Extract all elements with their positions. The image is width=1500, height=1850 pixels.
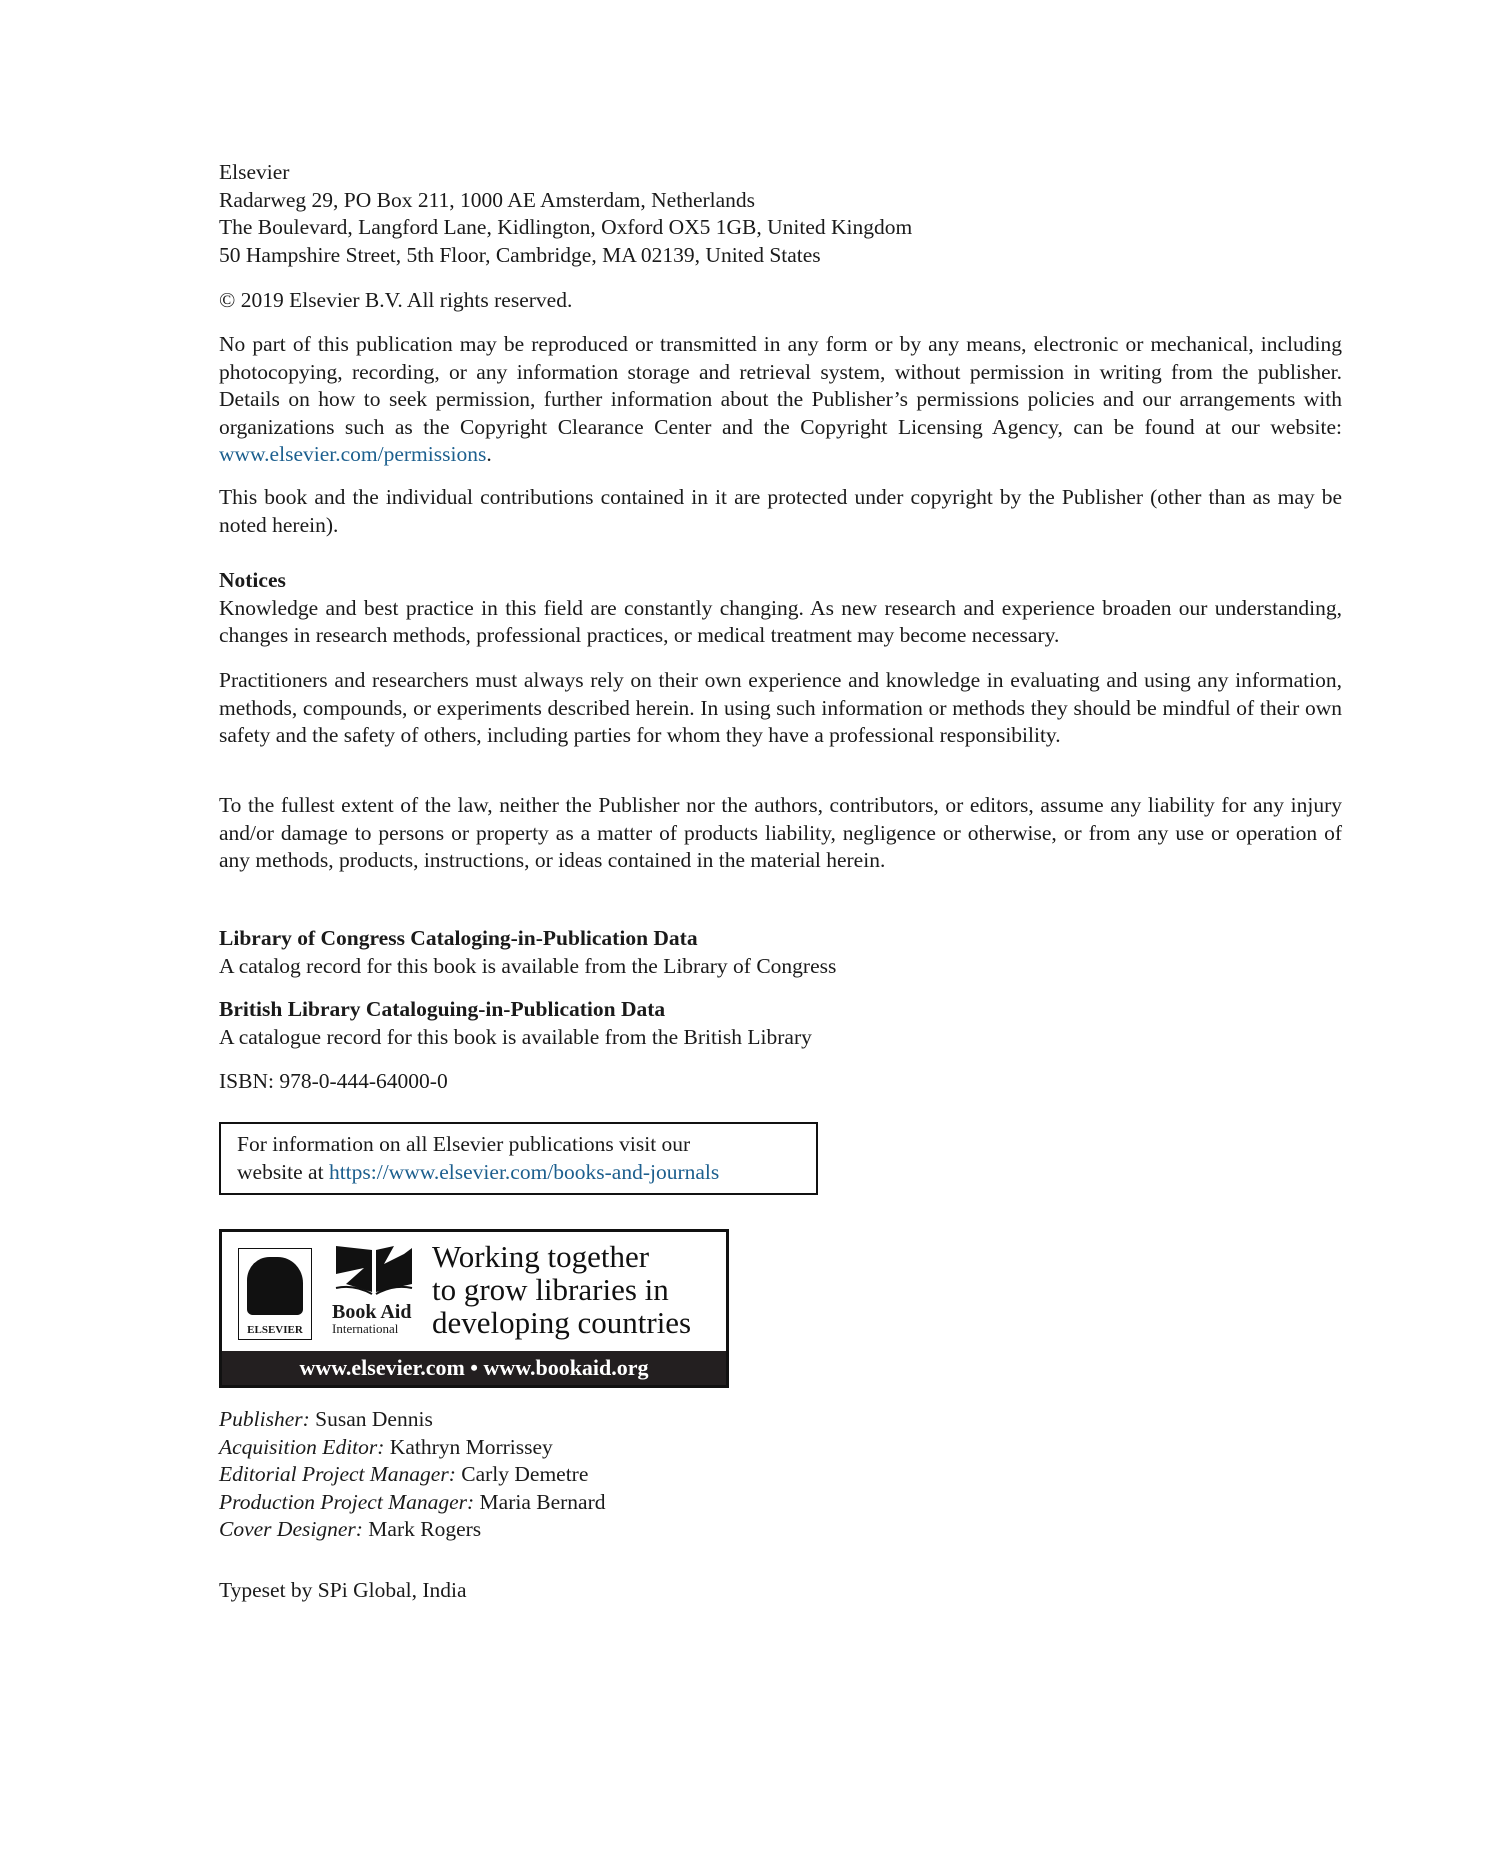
- info-prefix: website at: [237, 1159, 329, 1184]
- credit-role: Acquisition Editor:: [219, 1434, 385, 1459]
- banner-tagline: [432, 1240, 691, 1339]
- permissions-paragraph: [219, 331, 1342, 469]
- address-line: Radarweg 29, PO Box 211, 1000 AE Amsterdam, Netherlands: [219, 187, 756, 212]
- credit-line: [219, 1461, 1342, 1489]
- address-line: 50 Hampshire Street, 5th Floor, Cambridge, MA 02139, United States: [219, 242, 821, 267]
- bl-text: A catalogue record for this book is available from the British Library: [219, 1024, 812, 1049]
- notice-paragraph: Practitioners and researchers must always rely on their own experience and knowledge in evaluating and using any information, methods, compounds, or experiments described herein. In using such information or methods they should be mindful of their own safety and the safety of others, including parties for whom they have a professional responsibility.: [219, 668, 1342, 747]
- copyright-notice: © 2019 Elsevier B.V. All rights reserved.: [219, 288, 573, 312]
- book-aid-banner: [219, 1229, 729, 1388]
- loc-cip: [219, 925, 1342, 980]
- credit-role: Editorial Project Manager:: [219, 1462, 456, 1486]
- book-aid-name: Book Aid: [332, 1301, 412, 1323]
- elsevier-logo: [238, 1248, 312, 1340]
- bl-cip: [219, 996, 1342, 1051]
- credit-line: [219, 1406, 1342, 1434]
- period: .: [486, 442, 492, 466]
- credit-line: [219, 1434, 1342, 1462]
- notice-paragraph: To the fullest extent of the law, neither the Publisher nor the authors, contributors, or editors, assume any liability for any injury and/or damage to persons or property as a matter of products liability, negligence or otherwise, or from any use or operation of any methods, products, instructions, or ideas contained in the material herein.: [219, 793, 1342, 872]
- bl-heading: British Library Cataloguing-in-Publication Data: [219, 997, 666, 1021]
- permissions-link[interactable]: www.elsevier.com/permissions: [219, 442, 487, 466]
- credit-name: Maria Bernard: [479, 1489, 606, 1514]
- credit-role: Cover Designer:: [219, 1517, 363, 1541]
- notices-section: [219, 567, 1342, 650]
- info-line: [237, 1159, 800, 1187]
- credit-name: Carly Demetre: [461, 1462, 589, 1486]
- address-line: The Boulevard, Langford Lane, Kidlington, Oxford OX5 1GB, United Kingdom: [219, 215, 913, 239]
- publisher-name: Elsevier: [219, 160, 290, 184]
- credits: [219, 1406, 1342, 1544]
- loc-text: A catalog record for this book is available from the Library of Congress: [219, 953, 837, 978]
- notices-heading: Notices: [219, 568, 286, 592]
- tree-icon: [247, 1257, 303, 1315]
- credit-name: Kathryn Morrissey: [389, 1434, 553, 1459]
- typeset-credit: Typeset by SPi Global, India: [219, 1578, 467, 1602]
- publisher-address: [219, 159, 1342, 269]
- tagline-line: to grow libraries in: [432, 1272, 669, 1307]
- banner-urls: www.elsevier.com • www.bookaid.org: [222, 1351, 726, 1385]
- credit-role: Publisher:: [219, 1407, 310, 1431]
- tagline-line: Working together: [432, 1239, 650, 1274]
- tagline-line: developing countries: [432, 1305, 692, 1340]
- protection-paragraph: This book and the individual contributions contained in it are protected under copyright by the Publisher (other than as may be noted herein).: [219, 485, 1342, 537]
- notice-paragraph: Knowledge and best practice in this field are constantly changing. As new research and experience broaden our understanding, changes in research methods, professional practices, or medical treatment may become necessary.: [219, 595, 1342, 647]
- isbn: ISBN: 978-0-444-64000-0: [219, 1069, 448, 1093]
- info-line: For information on all Elsevier publications visit our: [237, 1132, 691, 1156]
- credit-role: Production Project Manager:: [219, 1489, 475, 1514]
- info-box: [219, 1122, 818, 1195]
- book-aid-sub: International: [332, 1321, 399, 1336]
- elsevier-logo-text: ELSEVIER: [247, 1324, 303, 1336]
- credit-line: [219, 1516, 1342, 1544]
- credit-name: Mark Rogers: [368, 1517, 482, 1541]
- loc-heading: Library of Congress Cataloging-in-Publication Data: [219, 926, 698, 950]
- credit-line: [219, 1489, 1342, 1517]
- book-aid-logo: [332, 1244, 418, 1340]
- credit-name: Susan Dennis: [315, 1407, 433, 1431]
- books-journals-link[interactable]: https://www.elsevier.com/books-and-journals: [328, 1159, 720, 1184]
- open-book-icon: [334, 1244, 414, 1296]
- permissions-text: No part of this publication may be reproduced or transmitted in any form or by any means, electronic or mechanical, including photocopying, recording, or any information storage and retrieval system, without permission in writing from the publisher. Details on how to seek permission, further information about the Publisher’s permissions policies and our arrangements with organizations such as the Copyright Clearance Center and the Copyright Licensing Agency, can be found at our website:: [219, 332, 1342, 439]
